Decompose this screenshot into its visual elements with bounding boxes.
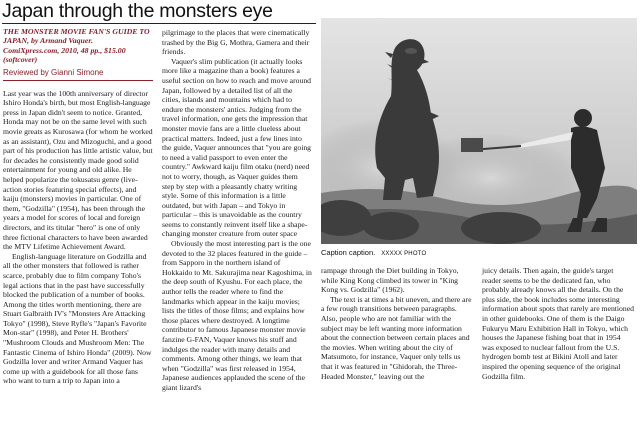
paragraph: juicy details. Then again, the guide's target reader seems to be the dedicated fan, who probably already knows all the details. On the plus side, the book includes some interesting information about spots that rarely are mentioned in other guidebooks. One of them is the Daigo Fukuryu Maru Exhibition Hall in Tokyo, which houses the Japanese fishing boat that in 1954 was exposed to nuclear fallout from the U.S. hydrogen bomb test at Bikini Atoll and later inspired the opening sequence of the original Godzilla film. — [482, 266, 634, 381]
book-title-line-3: ComiXpress.com, 2010, 48 pp., $15.00 — [3, 45, 126, 55]
book-title-line-1: THE MONSTER MOVIE FAN'S GUIDE TO — [3, 27, 150, 36]
caption-text: Caption caption. — [321, 248, 376, 257]
paragraph: pilgrimage to the places that were cinematically trashed by the Big G, Mothra, Gamera and their friends. — [162, 28, 310, 57]
headline-rule — [2, 23, 316, 24]
paragraph: Vaquer's slim publication (it actually looks more like a magazine than a book) features a useful section on how to reach and move around Japan, followed by a detailed list of all the cities, islands and mountains which had to endure the monsters' antics. Judging from the travel information, one gets the impression that monster movie fans are a little clueless about practical matters. Indeed, just a few lines into the guide, Vaquer announces that "you are going to need a valid passport to even enter the country." Awkward kaiju film otaku (nerd) need not to worry, though, as Vaquer guides them step by step with a pleasantly chatty writing style. Some of this information is a little outdated, but with Japan – and Tokyo in particular – this is unavoidable as the country seems to constantly reinvent itself like a shape-changing monster creature from outer space — [162, 56, 312, 239]
photo-caption — [321, 248, 637, 257]
article-photo — [321, 18, 637, 244]
paragraph: The text is at times a bit uneven, and there are a few rough transitions between paragraphs. Also, people who are not familiar with the subject may be left wanting more information about the connection between certain places and the movies. When writing about the city of Matsumoto, for instance, Vaquer only tells us that it was featured in "Ghidorah, the Three-Headed Monster," leaving out the — [321, 294, 472, 381]
book-title-line-2: JAPAN, by Armand Vaquer. — [3, 36, 93, 46]
godzilla-scene-illustration — [321, 18, 637, 244]
article-column-1 — [3, 27, 153, 386]
book-title-line-4: (softcover) — [3, 55, 38, 65]
headline: Japan through the monsters eye — [2, 0, 273, 22]
byline-rule — [3, 80, 153, 81]
paragraph: Obviously the most interesting part is the one devoted to the 32 places featured in the guide – from Sapporo in the northern island of Hokkaido to Mt. Sakurajima near Kagoshima, in the deep south of Kyushu. For each place, the author tells the reader where to find the landmarks which appear in the kaiju movies; lists the titles of those films; and explains how those places where destroyed. A longtime contributor to famous Japanese monster movie fanzine G-FAN, Vaquer knows his stuff and indulges the reader with many details and comments. Among other things, we learn that when "Godzilla" was first released in 1954, Japanese audiences applauded the scene of the giant lizard's — [162, 239, 312, 392]
photo-credit: XXXXX PHOTO — [381, 251, 427, 257]
byline: Reviewed by Gianni Simone — [3, 67, 104, 77]
paragraph: rampage through the Diet building in Tokyo, while King Kong climbed its tower in "King Kong vs. Godzilla" (1962). — [321, 266, 459, 295]
article-column-3 — [321, 266, 472, 381]
article-column-2 — [162, 28, 312, 393]
paragraph: Last year was the 100th anniversary of director Ishiro Honda's birth, but most English-language press in Japan didn't seem to notice. Granted, Honda may not be on the same level with such movie greats as Kurosawa (for whom he worked as an assistant), Ozu and Mizoguchi, and a good part of his production has little artistic value, but for decades he consistently made good solid entertainment for young and old alike. He helped popularize the tokusatsu genre (live-action stories featuring special effects), and kaiju (monsters) movies in particular. One of them, "Godzilla" (1954), has been through the years a model for scores of local and foreign directors, and its titular "hero" is one of only three fictional characters to have been awarded the MTV Lifetime Achievement Award. — [3, 88, 153, 252]
paragraph: English-language literature on Godzilla and all the other monsters that followed is rather scarce, probably due to film company Toho's legal actions that in the past have successfully blocked the publication of a number of books. Among the titles worth mentioning, there are Stuart Galbraith IV's "Monsters Are Attacking Tokyo" (1998), Steve Ryfle's "Japan's Favorite Mon-star" (1998), and Peter H. Brothers' "Mushroom Clouds and Mushroom Men: The Fantastic Cinema of Ishiro Honda" (2009). Now Godzilla lover and writer Armand Vaquer has come up with a guidebook for all those fans who want to turn a trip to Japan into a — [3, 251, 152, 386]
article-column-4 — [482, 266, 634, 381]
